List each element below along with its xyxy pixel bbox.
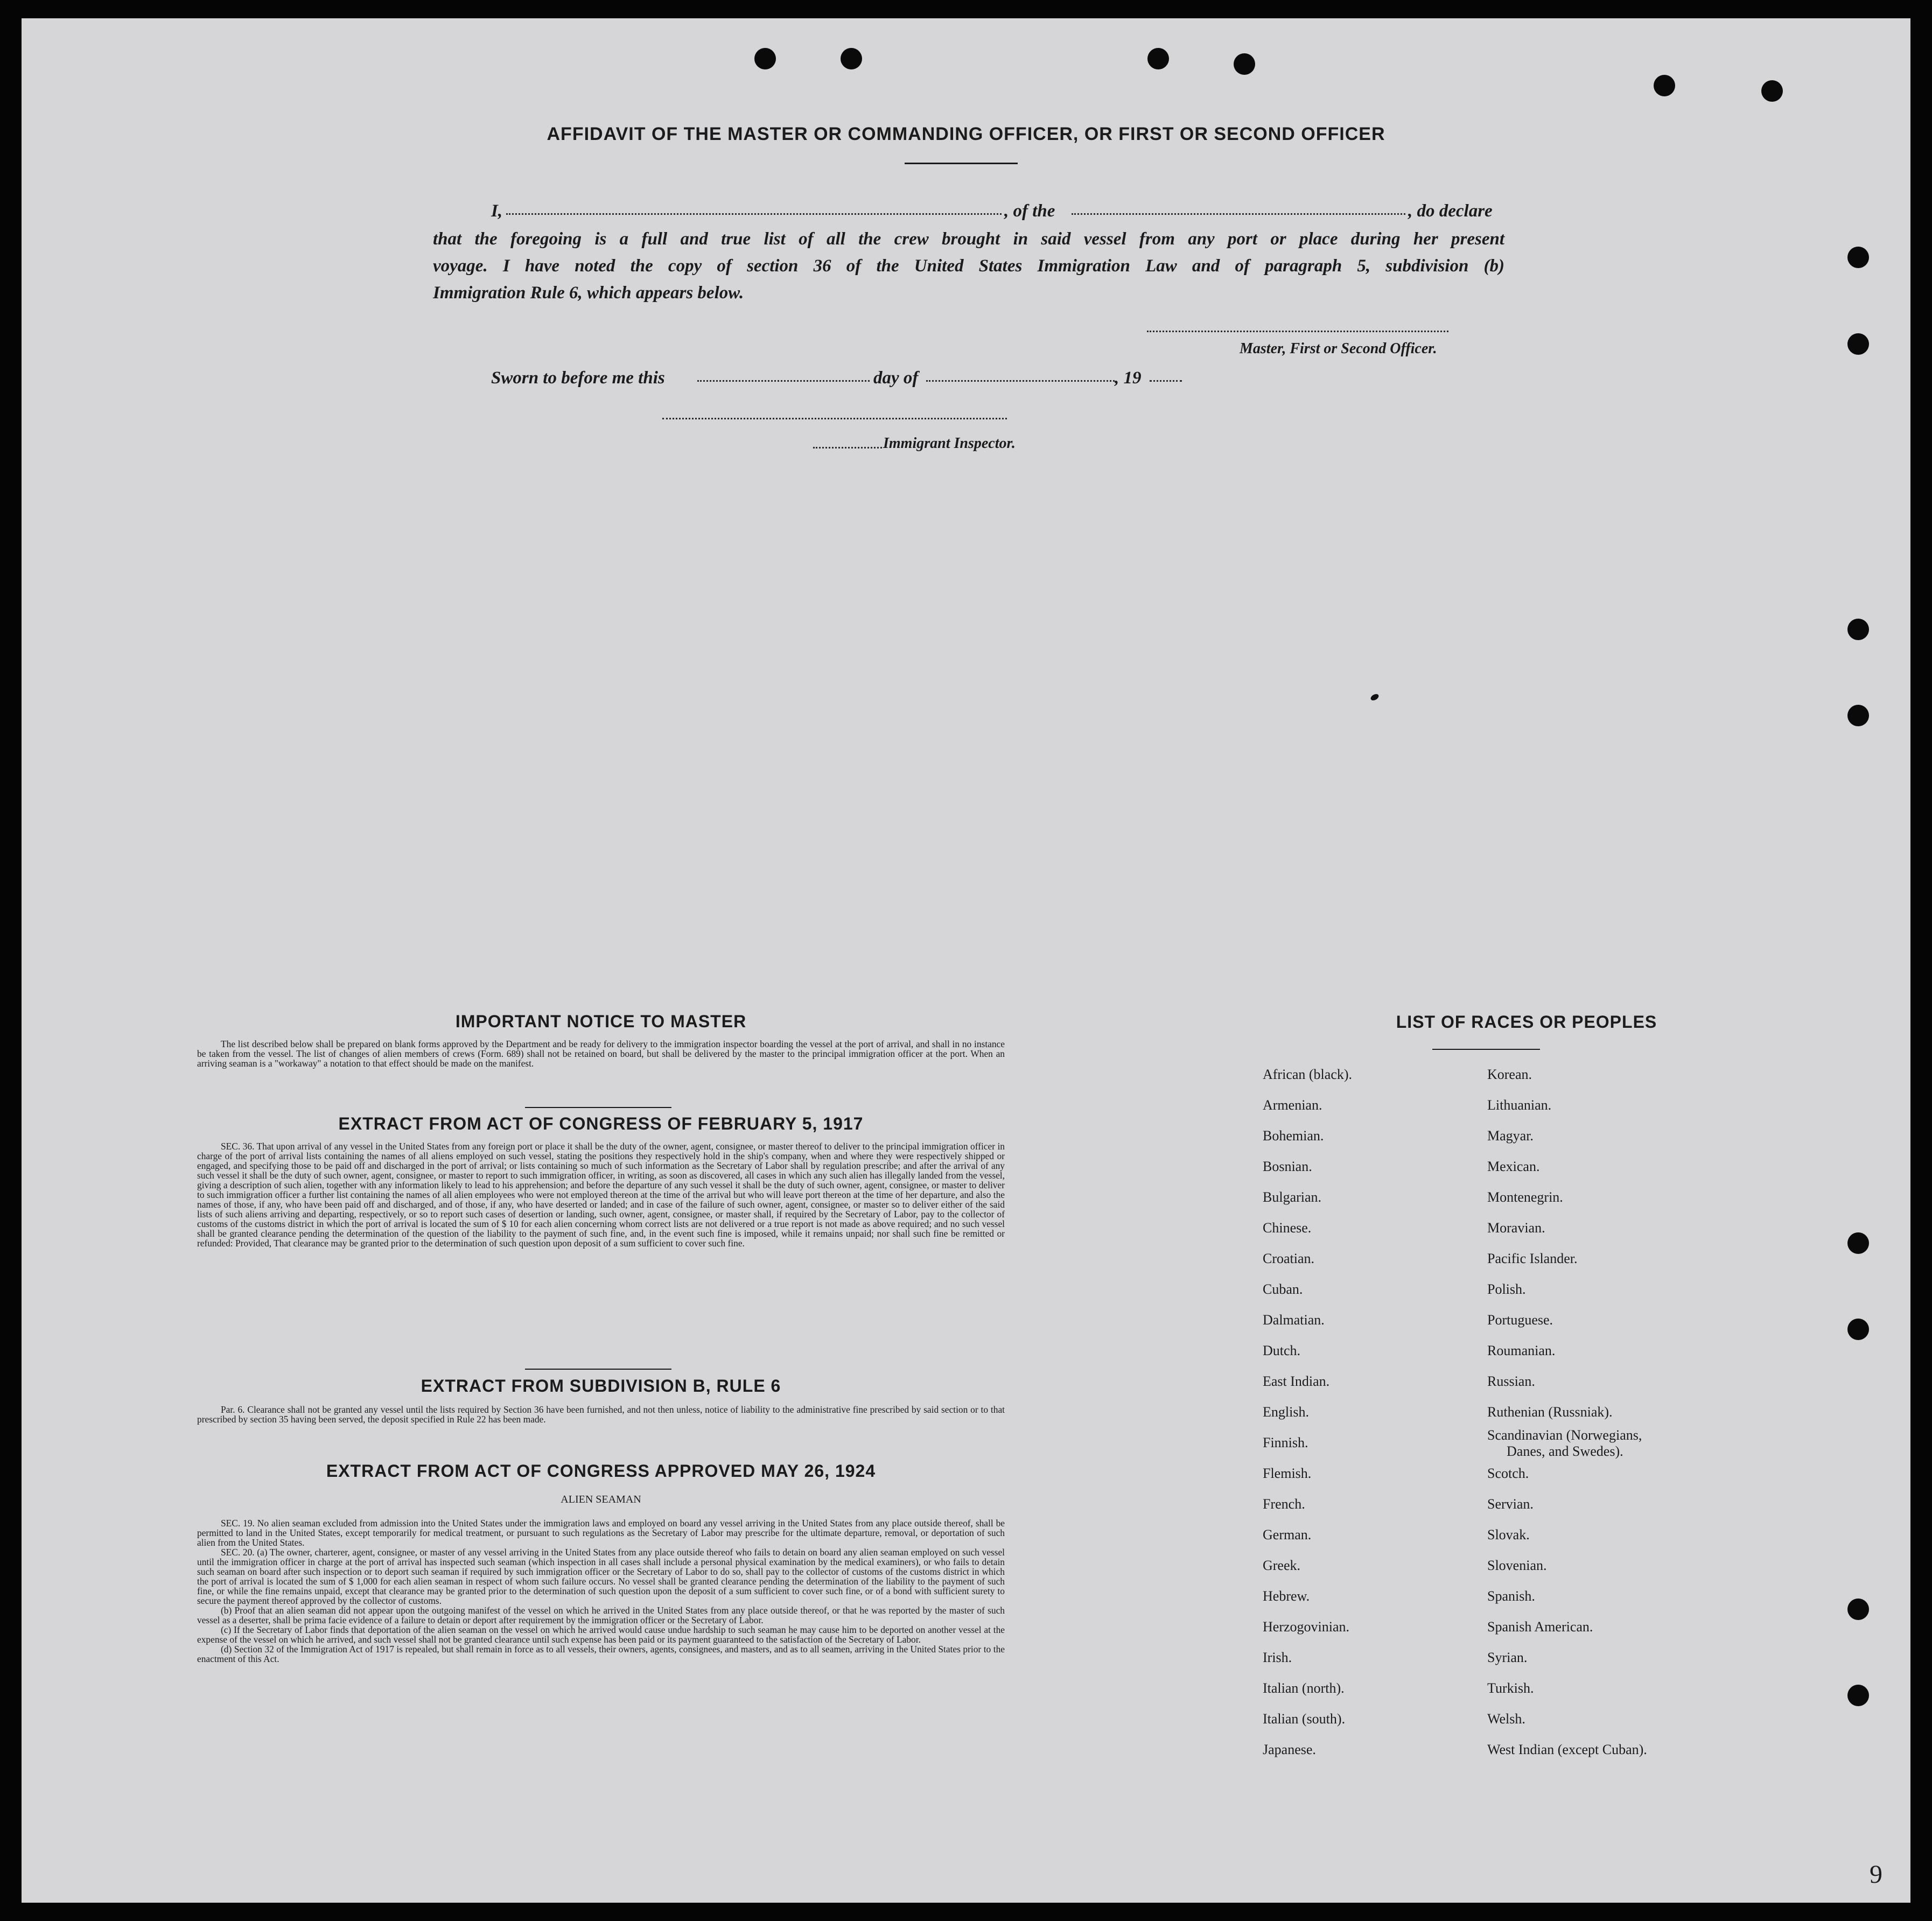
race-item: Spanish American. [1487, 1619, 1593, 1635]
notice-paragraph: The list described below shall be prepared on blank forms approved by the Department and be ready for delivery to the immigration inspector boarding the vessel at the port of arrival, and shall in no instance be taken from the vessel. The list of changes of alien members of crews (Form. 689) shall not be retained on board, but shall be delivered by the master to the principal immigration officer at the port. When an arriving seaman is a "workaway" a notation to that effect should be made on the manifest. [197, 1039, 1005, 1069]
extract-1917-rule [525, 1369, 671, 1370]
race-item: Chinese. [1263, 1220, 1312, 1236]
page-number: 9 [1870, 1860, 1882, 1889]
document-page [22, 18, 1910, 1903]
race-item: Mexican. [1487, 1159, 1540, 1174]
race-item: German. [1263, 1527, 1312, 1543]
race-item: Moravian. [1487, 1220, 1545, 1236]
punch-hole-top-3 [1147, 48, 1169, 69]
race-item: Russian. [1487, 1373, 1535, 1389]
punch-hole-right-8 [1847, 1685, 1869, 1706]
race-item: Flemish. [1263, 1466, 1312, 1481]
punch-hole-right-7 [1847, 1599, 1869, 1620]
extract-1924-subtitle: ALIEN SEAMAN [561, 1494, 641, 1505]
race-item: Italian (south). [1263, 1711, 1346, 1727]
race-item: Irish. [1263, 1650, 1292, 1665]
extract-1917-paragraph: SEC. 36. That upon arrival of any vessel in the United States from any foreign port or place it shall be the duty of the owner, agent, consignee, or master thereof to deliver to the principal immigration officer in charge of the port of arrival lists containing the names of all aliens employed on such vessel, stating the positions they respectively hold in the ship's company, when and where they were respectively shipped or engaged, and specifying those to be paid off and discharged in the port of arrival; or lists containing so much of such information as the Secretary of Labor shall by regulation prescribe; and after the arrival of any such vessel it shall be the duty of such owner, agent, consignee, or master to report to such immigration officer, in writing, as soon as discovered, all cases in which any such alien has illegally landed from the vessel, giving a description of such alien, together with any information likely to lead to his apprehension; and before the departure of any such vessel it shall be the duty of such owner, agent, consignee, or master to deliver to such immigration officer a further list containing the names of all alien employees who were not employed thereon at the time of the arrival but who will leave port thereon at the time of her departure, and also the names of those, if any, who have been paid off and discharged, and of those, if any, who have deserted or landed; and in case of the failure of such owner, agent, consignee, or master so to deliver either of the said lists of such aliens arriving and departing, respectively, or so to report such cases of desertion or landing, such owner, agent, consignee, or master shall, if required by the Secretary of Labor, pay to the collector of customs of the customs district in which the port of arrival is located the sum of $ 10 for each alien concerning whom correct lists are not delivered or a true report is not made as above required; and no such vessel shall be granted clearance pending the determination of the question of the liability to the payment of such fine, and, in the event such fine is imposed, while it remains unpaid; nor shall such fine be remitted or refunded: Provided, That clearance may be granted prior to the determination of such question upon deposit of a sum sufficient to cover such fine. [197, 1141, 1005, 1249]
punch-hole-right-5 [1847, 1232, 1869, 1254]
race-item: Scandinavian (Norwegians, [1487, 1427, 1642, 1443]
punch-hole-right-3 [1847, 619, 1869, 640]
punch-hole-top-1 [754, 48, 776, 69]
sec-20d-paragraph: (d) Section 32 of the Immigration Act of 1917 is repealed, but shall remain in force as to all vessels, their owners, agents, consignees, and masters, and as to all seamen, arriving in the United States prior to the enactment of this Act. [197, 1644, 1005, 1664]
race-item: Scotch. [1487, 1466, 1529, 1481]
punch-hole-right-1 [1847, 247, 1869, 268]
notice-title: IMPORTANT NOTICE TO MASTER [455, 1012, 747, 1031]
race-item: Bohemian. [1263, 1128, 1324, 1144]
inspector-signature-blank[interactable] [662, 418, 1007, 419]
race-item: Turkish. [1487, 1680, 1534, 1696]
sworn-year-blank[interactable] [1150, 380, 1182, 382]
affidavit-line-4: Immigration Rule 6, which appears below. [433, 283, 744, 303]
notice-text [197, 1039, 1005, 1068]
race-item: Roumanian. [1487, 1343, 1556, 1358]
punch-hole-right-6 [1847, 1319, 1869, 1340]
race-item: Slovak. [1487, 1527, 1530, 1543]
master-signature-label: Master, First or Second Officer. [1240, 340, 1437, 357]
races-column-2 [1487, 1067, 1735, 1788]
affidavit-line-3: voyage. I have noted the copy of section 36 of the United States Immigration Law and of paragraph 5, subdivision (b) [433, 256, 1504, 276]
race-item: Syrian. [1487, 1650, 1528, 1665]
year-label: , 19 [1115, 368, 1142, 388]
master-signature-blank[interactable] [1147, 331, 1448, 332]
extract-rule6-paragraph: Par. 6. Clearance shall not be granted any vessel until the lists required by Section 36 have been furnished, and not then unless, notice of liability to the administrative fine prescribed by said section or to that prescribed by section 35 having been served, the deposit specified in Rule 22 has been made. [197, 1404, 1005, 1425]
race-item: Magyar. [1487, 1128, 1534, 1144]
punch-hole-right-2 [1847, 333, 1869, 355]
race-item: Dutch. [1263, 1343, 1301, 1358]
sworn-to-label: Sworn to before me this [491, 368, 665, 388]
sworn-month-blank[interactable] [926, 380, 1115, 382]
affidavit-title-rule [905, 163, 1018, 164]
punch-hole-top-5 [1654, 75, 1675, 96]
day-of-label: day of [873, 368, 919, 388]
extract-rule6-title: EXTRACT FROM SUBDIVISION B, RULE 6 [421, 1376, 781, 1396]
race-item: Hebrew. [1263, 1588, 1310, 1604]
races-column-1 [1263, 1067, 1478, 1788]
inspector-label: Immigrant Inspector. [883, 435, 1016, 452]
race-item: Pacific Islander. [1487, 1251, 1578, 1266]
extract-1924-text [197, 1518, 1005, 1664]
punch-hole-top-2 [841, 48, 862, 69]
race-item: Slovenian. [1487, 1558, 1547, 1573]
name-blank[interactable] [506, 213, 1002, 215]
vessel-blank[interactable] [1072, 213, 1405, 215]
races-title: LIST OF RACES OR PEOPLES [1396, 1012, 1657, 1032]
race-item: Welsh. [1487, 1711, 1525, 1727]
extract-1917-title: EXTRACT FROM ACT OF CONGRESS OF FEBRUARY 5, 1917 [338, 1114, 864, 1133]
sec-20b-paragraph: (b) Proof that an alien seaman did not appear upon the outgoing manifest of the vessel on which he arrived in the United States from any place outside thereof, or that he was reported by the master of such vessel as a deserter, shall be prima facie evidence of a failure to detain or deport after requirement by the immigration officer or the Secretary of Labor. [197, 1605, 1005, 1625]
affidavit-title: AFFIDAVIT OF THE MASTER OR COMMANDING OFFICER, OR FIRST OR SECOND OFFICER [547, 124, 1385, 144]
affidavit-do-declare: , do declare [1408, 201, 1493, 221]
punch-hole-top-6 [1761, 80, 1783, 102]
race-item: Japanese. [1263, 1742, 1316, 1757]
race-item: French. [1263, 1496, 1305, 1512]
race-item: Korean. [1487, 1067, 1532, 1082]
race-item: Servian. [1487, 1496, 1534, 1512]
race-item: Finnish. [1263, 1435, 1308, 1450]
sworn-day-blank[interactable] [697, 380, 870, 382]
sec-20a-paragraph: SEC. 20. (a) The owner, charterer, agent, consignee, or master of any vessel arriving in the United States from any place outside thereof who fails to detain on board any alien seaman employed on such vessel until the immigration officer in charge at the port of arrival has inspected such seaman (which inspection in all cases shall include a personal physical examination by the medical examiners), or who fails to detain such seaman on board after such inspection or to deport such seaman if required by such immigration officer or the Secretary of Labor to do so, shall pay to the collector of customs of the customs district in which the port of arrival is located the sum of $ 1,000 for each alien seaman in respect of whom such failure occurs. No vessel shall be granted clearance pending the determination of the liability to the payment of such fine, or while the fine remains unpaid, except that clearance may be granted prior to the determination of such question upon the deposit of a sum sufficient to cover such fine, or of a bond with sufficient surety to secure the payment thereof approved by the collector of customs. [197, 1547, 1005, 1606]
race-item: Polish. [1487, 1281, 1526, 1297]
race-item: Bulgarian. [1263, 1189, 1322, 1205]
race-item: Montenegrin. [1487, 1189, 1563, 1205]
affidavit-line-2: that the foregoing is a full and true list of all the crew brought in said vessel from any port or place during her present [433, 229, 1504, 249]
race-item: African (black). [1263, 1067, 1353, 1082]
sec-20c-paragraph: (c) If the Secretary of Labor finds that deportation of the alien seaman on the vessel on which he arrived would cause undue hardship to such seaman he may cause him to be deported on another vessel at the expense of the vessel on which he arrived, and such vessel shall not be granted clearance until such expense has been paid or its payment guaranteed to the satisfaction of the Secretary of Labor. [197, 1624, 1005, 1645]
race-item: Ruthenian (Russniak). [1487, 1404, 1613, 1420]
sec-19-paragraph: SEC. 19. No alien seaman excluded from admission into the United States under the immigration laws and employed on board any vessel arriving in the United States from any place outside thereof, shall be permitted to land in the United States, except temporarily for medical treatment, or pursuant to such regulations as the Secretary of Labor may prescribe for the ultimate departure, removal, or deportation of such alien from the United States. [197, 1518, 1005, 1548]
races-title-rule [1432, 1049, 1540, 1050]
punch-hole-top-4 [1234, 53, 1255, 75]
race-item: West Indian (except Cuban). [1487, 1742, 1647, 1757]
ink-mark [1370, 693, 1380, 702]
affidavit-of-the: , of the [1004, 201, 1055, 221]
race-item: Croatian. [1263, 1251, 1315, 1266]
race-item-continuation: Danes, and Swedes). [1507, 1443, 1623, 1459]
race-item: Armenian. [1263, 1097, 1322, 1113]
race-item: Portuguese. [1487, 1312, 1553, 1328]
notice-rule [525, 1107, 671, 1108]
race-item: Bosnian. [1263, 1159, 1312, 1174]
race-item: Italian (north). [1263, 1680, 1345, 1696]
extract-rule6-text [197, 1405, 1005, 1424]
race-item: East Indian. [1263, 1373, 1330, 1389]
affidavit-i-label: I, [491, 201, 503, 221]
race-item: Lithuanian. [1487, 1097, 1552, 1113]
race-item: Herzogovinian. [1263, 1619, 1350, 1635]
race-item: Greek. [1263, 1558, 1301, 1573]
inspector-prefix-blank [813, 447, 882, 448]
race-item: Cuban. [1263, 1281, 1303, 1297]
punch-hole-right-4 [1847, 705, 1869, 726]
race-item: Spanish. [1487, 1588, 1535, 1604]
race-item: English. [1263, 1404, 1309, 1420]
extract-1917-text [197, 1141, 1005, 1248]
extract-1924-title: EXTRACT FROM ACT OF CONGRESS APPROVED MAY 26, 1924 [326, 1461, 876, 1481]
race-item: Dalmatian. [1263, 1312, 1325, 1328]
